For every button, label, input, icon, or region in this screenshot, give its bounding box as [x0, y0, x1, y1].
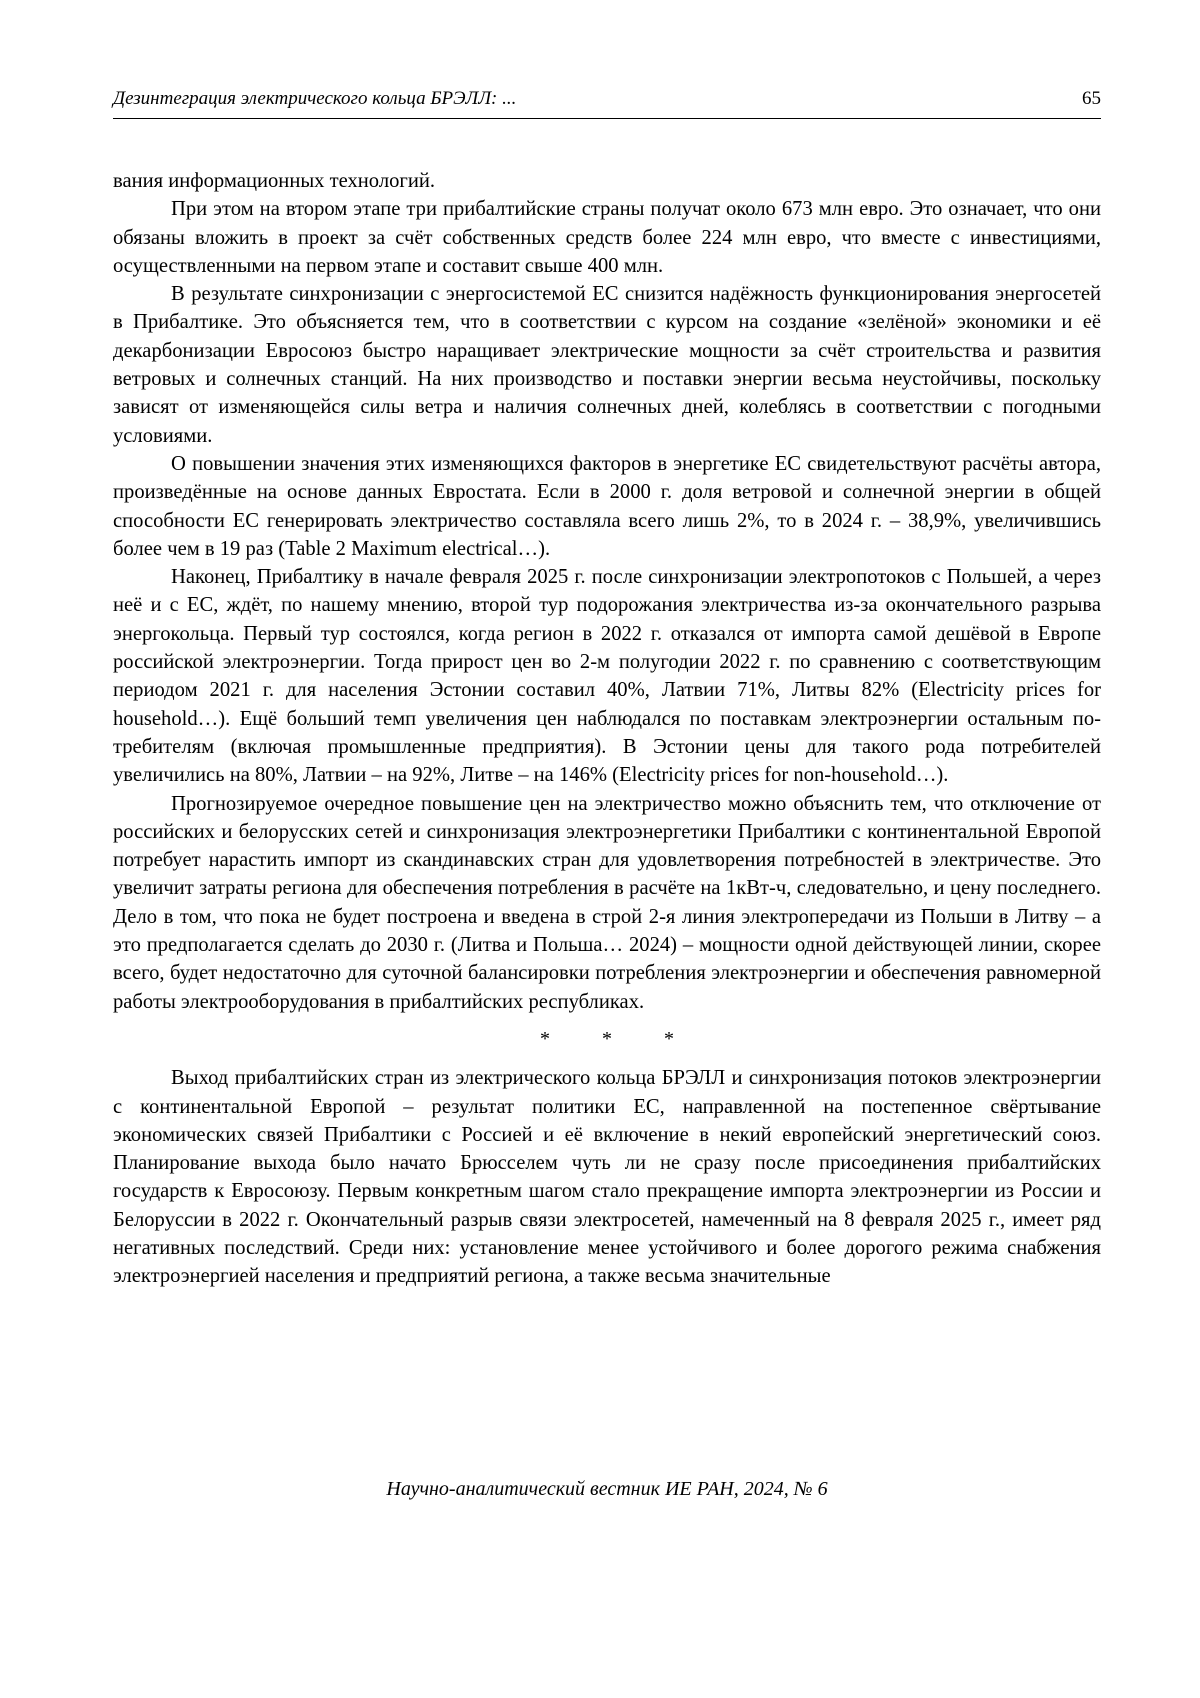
separator-asterisk: * [602, 1027, 612, 1050]
section-separator [113, 1025, 1101, 1053]
paragraph: вания информационных технологий. [113, 170, 436, 192]
paragraph: О повышении значения этих изменяющихся факторов в энергетике ЕС свидетельствуют расчёты автора, произведённые на основе данных Евростата. Если в 2000 г. доля ветровой и солнечной энергии в общей способности ЕС генерировать электричество составляла всего лишь 2%, то в 2024 г. – 38,9%, увеличившись более чем в 19 раз (Table 2 Maximum electrical…). [113, 452, 1101, 560]
journal-footer: Научно-аналитический вестник ИЕ РАН, 2024, № 6 [386, 1478, 828, 1500]
page-number: 65 [1082, 88, 1101, 109]
paragraph: В результате синхронизации с энергосистемой ЕС снизится надёжность функционирования энергосетей в Прибалтике. Это объясняется тем, что в соответствии с курсом на создание «зелёной» экономики и её декарбонизации Евросоюз быстро наращивает электрические мощности за счёт строительства и развития ветровых и солнечных станций. На них производство и поставки энергии весьма неустойчивы, поскольку зависят от изменяющейся силы ветра и наличия солнечных дней, колеблясь в соответствии с погодными условиями. [113, 283, 1101, 447]
separator-asterisk: * [664, 1027, 674, 1050]
paragraph: При этом на втором этапе три прибалтийские страны получат около 673 млн евро. Это означает, что они обязаны вложить в проект за счёт собственных средств более 224 млн евро, что вместе с инвестициями, осуществленными на первом этапе и составит свыше 400 млн. [113, 198, 1101, 277]
article-body [113, 167, 1101, 1291]
page-header [113, 82, 1101, 119]
paragraph: Прогнозируемое очередное повышение цен на электричество можно объяснить тем, что отключение от российских и белорусских сетей и синхронизация электроэнергетики Прибалтики с континентальной Европой потребует нарастить импорт из скандинавских стран для удовлетворения потребностей в электричестве. Это увеличит затраты региона для обеспечения потребления в расчёте на 1кВт-ч, следовательно, и цену последнего. Дело в том, что пока не будет построена и введена в строй 2-я линия электропередачи из Польши в Литву – а это предполагается сделать до 2030 г. (Литва и Польша… 2024) – мощности одной действующей линии, скорее всего, будет недостаточно для суточной балансировки потребления электроэнергии и обеспечения равномерной работы электрооборудования в прибалтийских республиках. [113, 792, 1101, 1013]
separator-asterisk: * [540, 1027, 550, 1050]
conclusion-paragraph: Выход прибалтийских стран из электрического кольца БРЭЛЛ и синхронизация потоков электроэнергии с континентальной Европой – результат политики ЕС, направленной на постепенное свёртывание экономических связей Прибалтики с Россией и её включение в некий европейский энергетический союз. Планирование выхода было начато Брюсселем чуть ли не сразу после присоединения прибалтийских государств к Евросоюзу. Первым конкретным шагом стало прекращение импорта электроэнергии из России и Белоруссии в 2022 г. Окончательный разрыв связи электросетей, намеченный на 8 февраля 2025 г., имеет ряд негативных последствий. Среди них: установление менее устойчивого и более дорогого режима снабжения электроэнергией населения и предприятий региона, а также весьма значительные [113, 1067, 1101, 1288]
running-title: Дезинтеграция электрического кольца БРЭЛЛ: ... [113, 88, 517, 109]
paragraph: Наконец, Прибалтику в начале февраля 2025 г. после синхронизации электропотоков с Польшей, а через неё и с ЕС, ждёт, по нашему мнению, второй тур подорожания электричества из-за окончательного разрыва энергокольца. Первый тур состоялся, когда регион в 2022 г. отказался от импорта самой дешёвой в Европе российской электроэнергии. Тогда прирост цен во 2-м полугодии 2022 г. по сравнению с соответствующим периодом 2021 г. для населения Эстонии составил 40%, Латвии 71%, Литвы 82% (Electricity prices for household…). Ещё больший темп увеличения цен наблюдался по поставкам электроэнергии остальным потребителям (включая промышленные предприятия). В Эстонии цены для такого рода потребителей увеличились на 80%, Латвии – на 92%, Литве – на 146% (Electricity prices for non-household…). [113, 566, 1101, 787]
